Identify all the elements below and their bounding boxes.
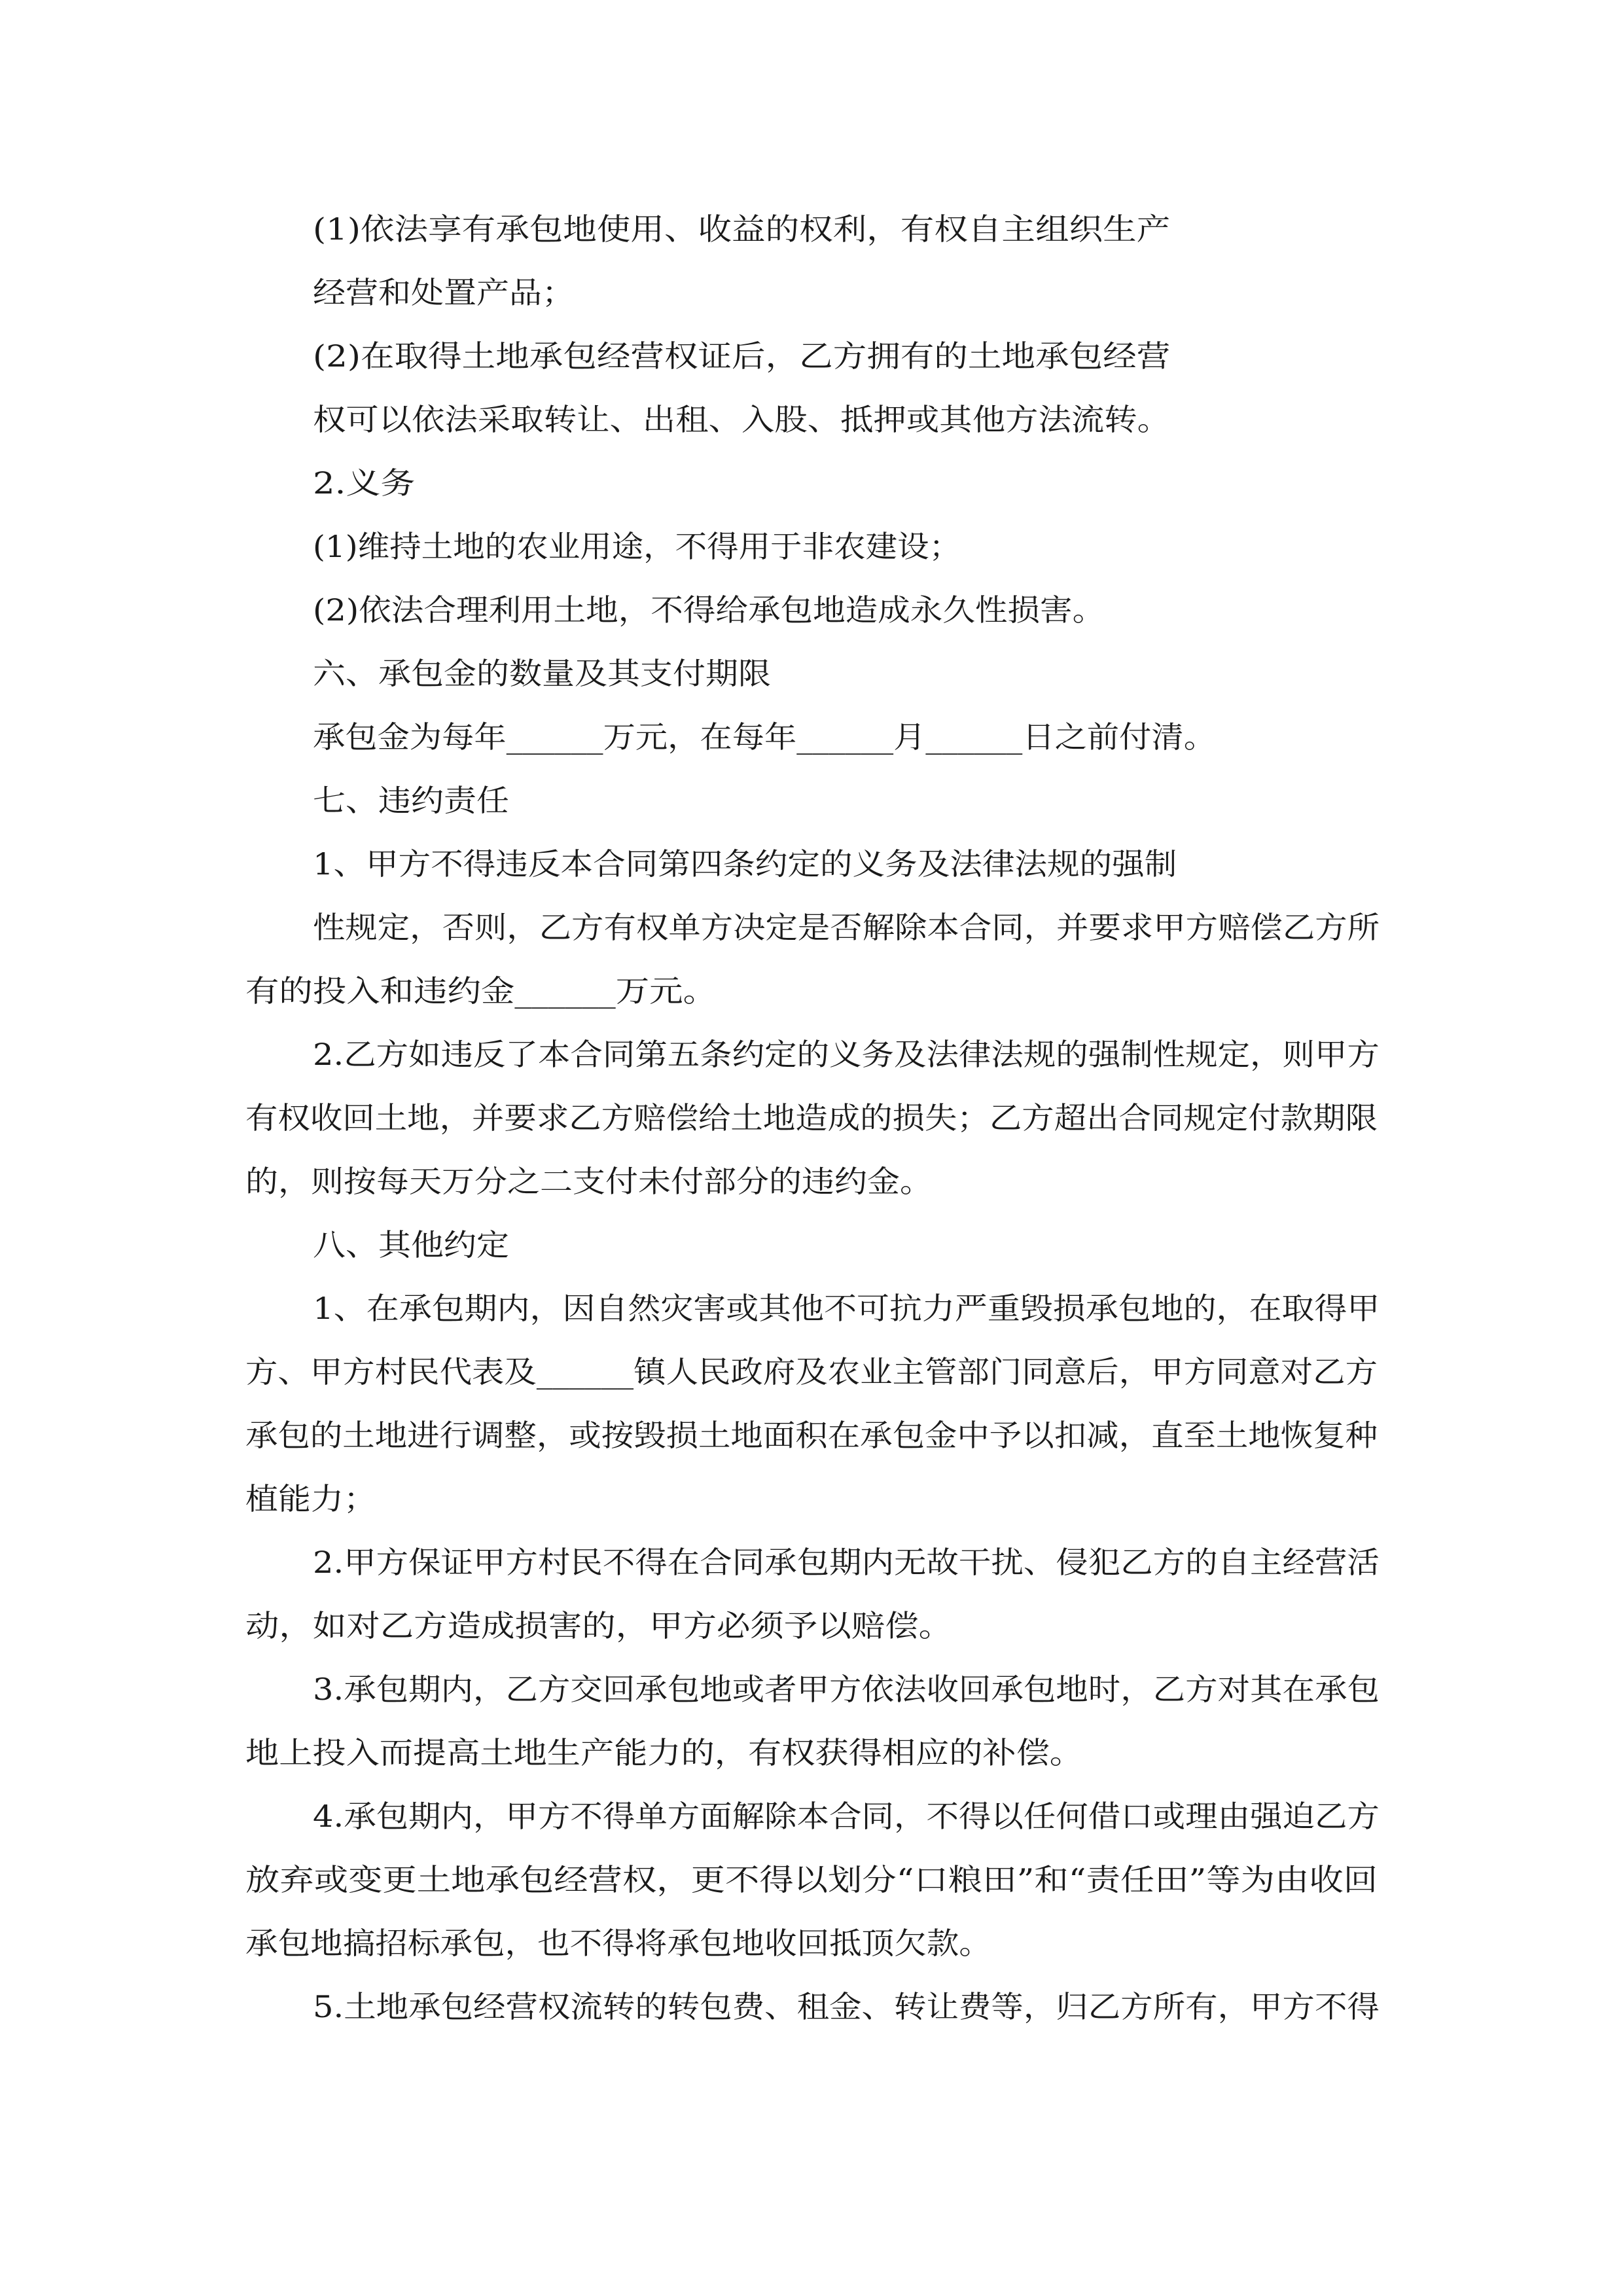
text-line: 动，如对乙方造成损害的，甲方必须予以赔偿。 [245,1608,952,1643]
text-line: (1)依法享有承包地使用、收益的权利，有权自主组织生产 [313,211,1171,247]
text-line: 有的投入和违约金______万元。 [245,973,717,1009]
text-line: 权可以依法采取转让、出租、入股、抵押或其他方法流转。 [313,402,1170,437]
text-line: 承包的土地进行调整，或按毁损土地面积在承包金中予以扣减，直至土地恢复种 [245,1418,1378,1453]
text-line: 承包金为每年______万元，在每年______月______日之前付清。 [313,719,1216,755]
text-line: 经营和处置产品； [313,275,575,310]
text-line: (2)在取得土地承包经营权证后，乙方拥有的土地承包经营 [313,338,1171,374]
text-line: 1、甲方不得违反本合同第四条约定的义务及法律法规的强制 [313,846,1177,882]
text-line: 放弃或变更土地承包经营权，更不得以划分“口粮田”和“责任田”等为由收回 [245,1862,1378,1897]
section-heading: 八、其他约定 [313,1227,509,1263]
text-line: 承包地搞招标承包，也不得将承包地收回抵顶欠款。 [245,1926,991,1961]
text-line: 3.承包期内，乙方交回承包地或者甲方依法收回承包地时，乙方对其在承包 [313,1672,1380,1707]
section-heading: 六、承包金的数量及其支付期限 [313,656,771,691]
text-line: 性规定，否则，乙方有权单方决定是否解除本合同，并要求甲方赔偿乙方所 [313,910,1380,945]
text-line: 1、在承包期内，因自然灾害或其他不可抗力严重毁损承包地的，在取得甲 [313,1291,1380,1326]
text-line: 植能力； [245,1481,376,1516]
text-line: 2.义务 [313,465,416,501]
text-line: 的，则按每天万分之二支付未付部分的违约金。 [245,1164,933,1199]
text-line: 2.甲方保证甲方村民不得在合同承包期内无故干扰、侵犯乙方的自主经营活 [313,1545,1380,1580]
text-line: 地上投入而提高土地生产能力的，有权获得相应的补偿。 [245,1735,1083,1770]
text-line: (1)维持土地的农业用途，不得用于非农建设； [313,529,961,564]
text-line: 有权收回土地，并要求乙方赔偿给土地造成的损失；乙方超出合同规定付款期限 [245,1100,1378,1136]
text-line: 4.承包期内，甲方不得单方面解除本合同，不得以任何借口或理由强迫乙方 [313,1799,1380,1834]
section-heading: 七、违约责任 [313,783,509,818]
text-line: 5.土地承包经营权流转的转包费、租金、转让费等，归乙方所有，甲方不得 [313,1989,1380,2024]
text-line: 方、甲方村民代表及______镇人民政府及农业主管部门同意后，甲方同意对乙方 [245,1354,1378,1390]
text-line: (2)依法合理利用土地，不得给承包地造成永久性损害。 [313,592,1105,628]
text-line: 2.乙方如违反了本合同第五条约定的义务及法律法规的强制性规定，则甲方 [313,1037,1380,1072]
